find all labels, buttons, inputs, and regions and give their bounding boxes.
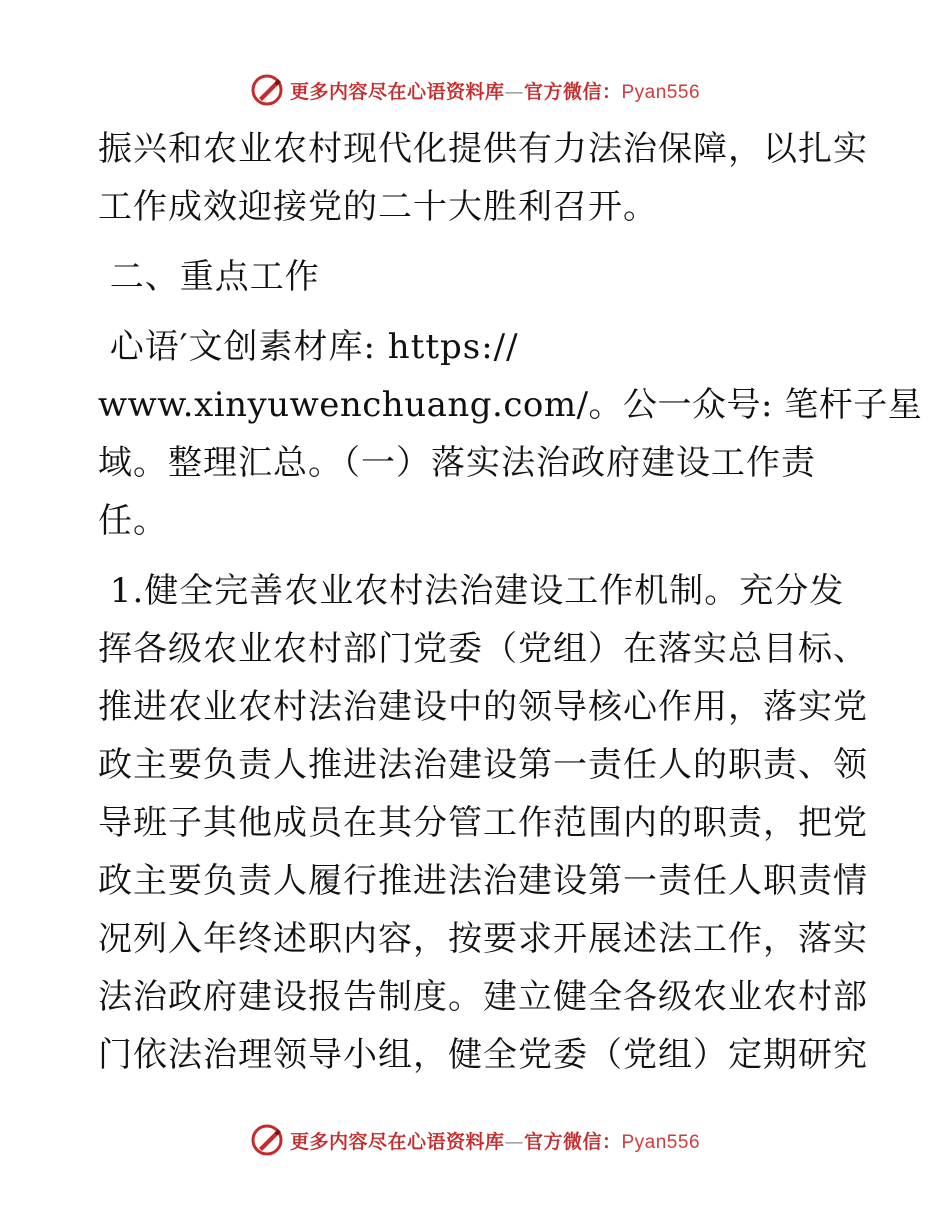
text-line: 挥各级农业农村部门党委（党组）在落实总目标、 [98,629,868,669]
heading-key-work: 二、重点工作 [98,257,320,297]
banner-text [290,77,700,104]
text-line: 导班子其他成员在其分管工作范围内的职责，把党 [98,803,868,843]
paragraph-intro [98,120,868,236]
banner-wechat-id: Pyan556 [621,1131,701,1153]
paragraph-source-note [98,318,923,550]
text-line: www.xinyuwenchuang.com/。公一众号: 笔杆子星 [98,385,923,425]
document-body [98,120,923,1084]
header-banner [0,70,950,110]
text-line: 心语′文创素材库: https:// [98,327,519,367]
text-line: 门依法治理领导小组，健全党委（党组）定期研究 [98,1035,868,1075]
banner-prefix: 更多内容尽在心语资料库 [289,80,505,103]
text-line: 任。 [98,501,168,541]
text-line: 政主要负责人推进法治建设第一责任人的职责、领 [98,745,868,785]
text-line: 工作成效迎接党的二十大胜利召开。 [98,187,658,227]
text-line: 1.健全完善农业农村法治建设工作机制。充分发 [98,571,845,611]
text-line: 况列入年终述职内容，按要求开展述法工作，落实 [98,919,868,959]
banner-separator: — [504,1130,524,1153]
banner-wechat-id: Pyan556 [621,81,701,103]
banner-text [290,1127,700,1154]
text-line: 推进农业农村法治建设中的领导核心作用，落实党 [98,687,868,727]
banner-wechat-label: 官方微信： [523,1130,622,1153]
paragraph-item-1 [98,562,868,1084]
text-line: 域。整理汇总。（一）落实法治政府建设工作责 [98,443,816,483]
pen-logo-icon [250,73,284,107]
banner-prefix: 更多内容尽在心语资料库 [289,1130,505,1153]
banner-wechat-label: 官方微信： [523,80,622,103]
section-heading [98,248,850,306]
text-line: 法治政府建设报告制度。建立健全各级农业农村部 [98,977,868,1017]
text-line: 政主要负责人履行推进法治建设第一责任人职责情 [98,861,868,901]
text-line: 振兴和农业农村现代化提供有力法治保障，以扎实 [98,129,868,169]
footer-banner [0,1120,950,1160]
pen-logo-icon [250,1123,284,1157]
banner-separator: — [504,80,524,103]
